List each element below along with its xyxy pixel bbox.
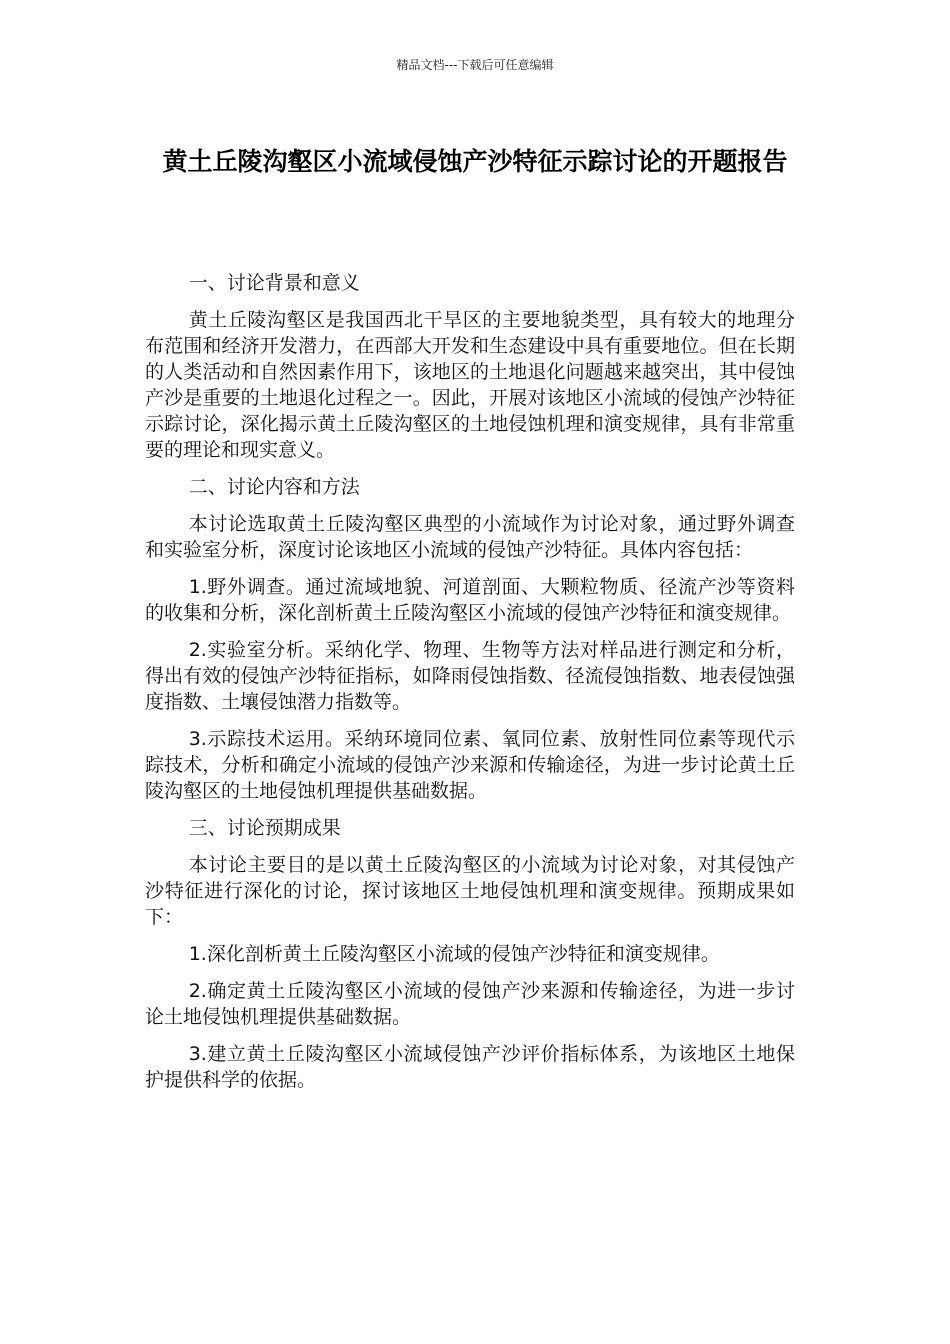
document-body <box>145 270 795 1104</box>
header-note: 精品文档---下载后可任意编辑 <box>396 58 554 72</box>
section-heading: 一、讨论背景和意义 <box>188 272 360 294</box>
paragraph: 2.实验室分析。采纳化学、物理、生物等方法对样品进行测定和分析，得出有效的侵蚀产沙特征指标，如降雨侵蚀指数、径流侵蚀指数、地表侵蚀强度指数、土壤侵蚀潜力指数等。 <box>145 639 795 713</box>
paragraph: 1.野外调查。通过流域地貌、河道剖面、大颗粒物质、径流产沙等资料的收集和分析，深化剖析黄土丘陵沟壑区小流域的侵蚀产沙特征和演变规律。 <box>145 576 795 624</box>
paragraph: 2.确定黄土丘陵沟壑区小流域的侵蚀产沙来源和传输途径，为进一步讨论土地侵蚀机理提供基础数据。 <box>145 980 795 1028</box>
section-content-methods <box>145 474 795 804</box>
paragraph: 本讨论选取黄土丘陵沟壑区典型的小流域作为讨论对象，通过野外调查和实验室分析，深度讨论该地区小流域的侵蚀产沙特征。具体内容包括： <box>145 513 795 561</box>
paragraph: 3.建立黄土丘陵沟壑区小流域侵蚀产沙评价指标体系，为该地区土地保护提供科学的依据。 <box>145 1043 795 1091</box>
document-title: 黄土丘陵沟壑区小流域侵蚀产沙特征示踪讨论的开题报告 <box>162 147 788 176</box>
section-expected-results <box>145 815 795 1093</box>
section-background <box>145 270 795 463</box>
paragraph: 3.示踪技术运用。采纳环境同位素、氧同位素、放射性同位素等现代示踪技术，分析和确定小流域的侵蚀产沙来源和传输途径，为进一步讨论黄土丘陵沟壑区的土地侵蚀机理提供基础数据。 <box>145 728 795 802</box>
paragraph: 黄土丘陵沟壑区是我国西北干旱区的主要地貌类型，具有较大的地理分布范围和经济开发潜力，在西部大开发和生态建设中具有重要地位。但在长期的人类活动和自然因素作用下，该地区的土地退化问题越来越突出，其中侵蚀产沙是重要的土地退化过程之一。因此，开展对该地区小流域的侵蚀产沙特征示踪讨论，深化揭示黄土丘陵沟壑区的土地侵蚀机理和演变规律，具有非常重要的理论和现实意义。 <box>145 309 795 461</box>
section-heading: 二、讨论内容和方法 <box>188 476 360 498</box>
paragraph: 本讨论主要目的是以黄土丘陵沟壑区的小流域为讨论对象，对其侵蚀产沙特征进行深化的讨论，探讨该地区土地侵蚀机理和演变规律。预期成果如下： <box>145 854 795 928</box>
paragraph: 1.深化剖析黄土丘陵沟壑区小流域的侵蚀产沙特征和演变规律。 <box>188 943 720 965</box>
section-heading: 三、讨论预期成果 <box>188 817 341 839</box>
